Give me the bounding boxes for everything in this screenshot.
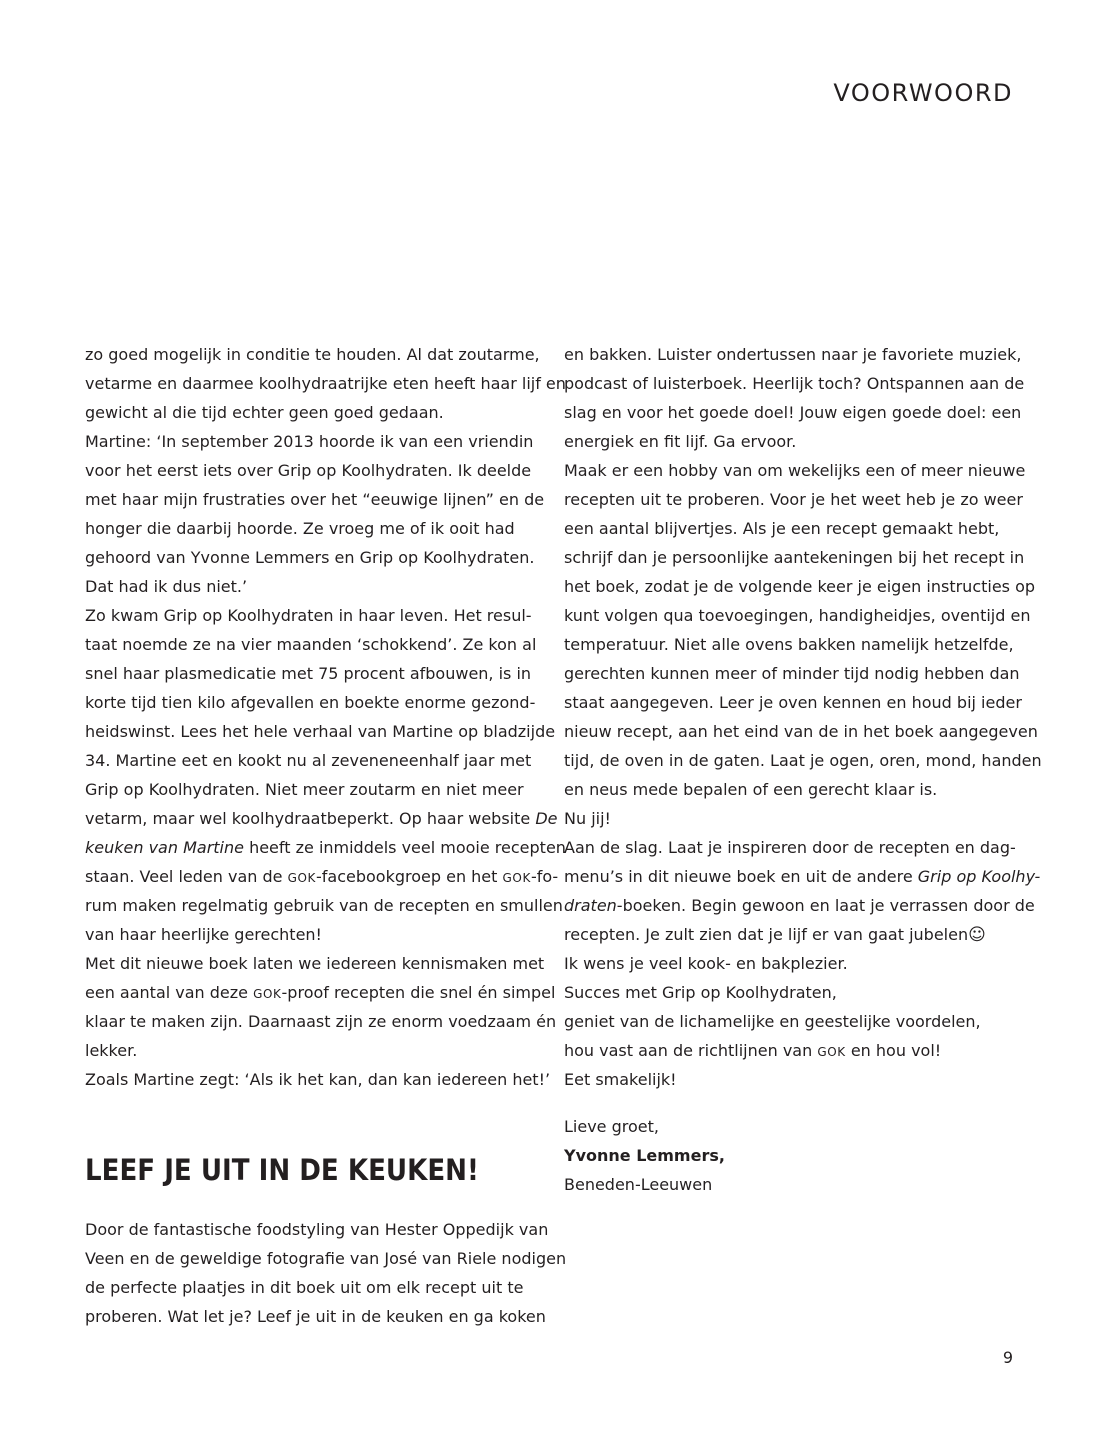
signoff-greeting: Lieve groet, — [564, 1117, 659, 1136]
paragraph-line: Martine: ‘In september 2013 hoorde ik van een vriendin — [85, 432, 534, 451]
paragraph-line: Dat had ik dus niet.’ — [85, 577, 248, 596]
paragraph-line: Zo kwam Grip op Koolhydraten in haar leven. Het resul- — [85, 606, 532, 625]
paragraph-line — [85, 978, 556, 1007]
paragraph-line: de perfecte plaatjes in dit boek uit om elk recept uit te — [85, 1278, 524, 1297]
paragraph-line: kunt volgen qua toevoegingen, handigheidjes, oventijd en — [564, 606, 1031, 625]
paragraph-line: korte tijd tien kilo afgevallen en boekte enorme gezond- — [85, 693, 536, 712]
paragraph-line: en neus mede bepalen of een gerecht klaar is. — [564, 780, 938, 799]
paragraph-line: gehoord van Yvonne Lemmers en Grip op Koolhydraten. — [85, 548, 535, 567]
signoff-place: Beneden-Leeuwen — [564, 1175, 713, 1194]
text-run: -facebookgroep en het — [315, 867, 503, 886]
page-number: 9 — [1002, 1348, 1013, 1367]
website-title-italic: keuken van Martine — [85, 838, 244, 857]
text-run: menu’s in dit nieuwe boek en uit de andere — [564, 867, 918, 886]
paragraph-line: het boek, zodat je de volgende keer je eigen instructies op — [564, 577, 1036, 596]
paragraph-line: lekker. — [85, 1041, 138, 1060]
text-run: -fo- — [530, 867, 559, 886]
paragraph-line: Eet smakelijk! — [564, 1070, 677, 1089]
gok-abbreviation: GOK — [502, 871, 531, 885]
gok-abbreviation: GOK — [287, 871, 316, 885]
gok-abbreviation: GOK — [253, 987, 282, 1001]
paragraph-line: zo goed mogelijk in conditie te houden. Al dat zoutarme, — [85, 345, 540, 364]
paragraph-line: vetarme en daarmee koolhydraatrijke eten heeft haar lijf en — [85, 374, 566, 393]
paragraph-line: gewicht al die tijd echter geen goed gedaan. — [85, 403, 444, 422]
paragraph-line: Aan de slag. Laat je inspireren door de recepten en dag- — [564, 838, 1016, 857]
paragraph-line: Zoals Martine zegt: ‘Als ik het kan, dan kan iedereen het!’ — [85, 1070, 551, 1089]
paragraph-line: proberen. Wat let je? Leef je uit in de keuken en ga koken — [85, 1307, 546, 1326]
paragraph-line: geniet van de lichamelijke en geestelijke voordelen, — [564, 1012, 981, 1031]
paragraph-line: podcast of luisterboek. Heerlijk toch? Ontspannen aan de — [564, 374, 1025, 393]
paragraph-line: Succes met Grip op Koolhydraten, — [564, 983, 837, 1002]
paragraph-line: schrijf dan je persoonlijke aantekeningen bij het recept in — [564, 548, 1025, 567]
paragraph-line — [564, 1036, 1016, 1065]
paragraph-line: snel haar plasmedicatie met 75 procent afbouwen, is in — [85, 664, 532, 683]
section-heading: LEEF JE UIT IN DE KEUKEN! — [85, 1153, 479, 1187]
text-run: recepten. Je zult zien dat je lijf er van gaat jubelen — [564, 925, 969, 944]
text-run: vetarm, maar wel koolhydraatbeperkt. Op haar website — [85, 809, 536, 828]
paragraph-line: gerechten kunnen meer of minder tijd nodig hebben dan — [564, 664, 1020, 683]
paragraph-line: 34. Martine eet en kookt nu al zeveneneenhalf jaar met — [85, 751, 532, 770]
running-head: VOORWOORD — [833, 79, 1013, 107]
paragraph-line: taat noemde ze na vier maanden ‘schokkend’. Ze kon al — [85, 635, 537, 654]
paragraph-line: klaar te maken zijn. Daarnaast zijn ze enorm voedzaam én — [85, 1012, 557, 1031]
paragraph-line — [85, 862, 559, 891]
book-title-italic: draten — [564, 896, 617, 915]
paragraph-line — [85, 804, 558, 833]
paragraph-line: honger die daarbij hoorde. Ze vroeg me of ik ooit had — [85, 519, 515, 538]
paragraph-line: heidswinst. Lees het hele verhaal van Martine op bladzijde — [85, 722, 556, 741]
text-run: -boeken. Begin gewoon en laat je verrassen door de — [616, 896, 1035, 915]
paragraph-line: Grip op Koolhydraten. Niet meer zoutarm en niet meer — [85, 780, 524, 799]
paragraph-line — [564, 891, 1035, 920]
text-run: -proof recepten die snel én simpel — [281, 983, 556, 1002]
paragraph-line — [564, 862, 1041, 891]
right-column — [564, 340, 1042, 1199]
gok-abbreviation: GOK — [817, 1045, 846, 1059]
paragraph-line: tijd, de oven in de gaten. Laat je ogen, oren, mond, handen — [564, 751, 1042, 770]
paragraph-line: Nu jij! — [564, 809, 611, 828]
paragraph-line: recepten uit te proberen. Voor je het weet heb je zo weer — [564, 490, 1023, 509]
text-run: staan. Veel leden van de — [85, 867, 288, 886]
paragraph-line: slag en voor het goede doel! Jouw eigen goede doel: een — [564, 403, 1022, 422]
text-run: een aantal van deze — [85, 983, 254, 1002]
signoff-name: Yvonne Lemmers, — [564, 1146, 725, 1165]
left-column — [85, 340, 567, 1331]
paragraph-line — [564, 920, 1016, 949]
paragraph-line: met haar mijn frustraties over het “eeuwige lijnen” en de — [85, 490, 545, 509]
smiley-icon: ☺ — [968, 925, 986, 945]
paragraph-line: Maak er een hobby van om wekelijks een of meer nieuwe — [564, 461, 1026, 480]
text-run: hou vast aan de richtlijnen van — [564, 1041, 818, 1060]
paragraph-line: Met dit nieuwe boek laten we iedereen kennismaken met — [85, 954, 545, 973]
paragraph-line: van haar heerlijke gerechten! — [85, 925, 322, 944]
paragraph-line: Ik wens je veel kook- en bakplezier. — [564, 954, 848, 973]
paragraph-line: een aantal blijvertjes. Als je een recept gemaakt hebt, — [564, 519, 1000, 538]
paragraph-line: temperatuur. Niet alle ovens bakken namelijk hetzelfde, — [564, 635, 1014, 654]
text-run: heeft ze inmiddels veel mooie recepten — [243, 838, 566, 857]
paragraph-line — [85, 833, 566, 862]
paragraph-line: rum maken regelmatig gebruik van de recepten en smullen — [85, 896, 563, 915]
paragraph-line: Veen en de geweldige fotografie van José van Riele nodigen — [85, 1249, 567, 1268]
book-title-italic: Grip op Koolhy- — [917, 867, 1041, 886]
text-run: en hou vol! — [845, 1041, 942, 1060]
paragraph-line: nieuw recept, aan het eind van de in het boek aangegeven — [564, 722, 1038, 741]
website-title-italic: De — [535, 809, 558, 828]
paragraph-line: Door de fantastische foodstyling van Hester Oppedijk van — [85, 1220, 549, 1239]
paragraph-line: voor het eerst iets over Grip op Koolhydraten. Ik deelde — [85, 461, 532, 480]
paragraph-line: en bakken. Luister ondertussen naar je favoriete muziek, — [564, 345, 1022, 364]
paragraph-line: energiek en fit lijf. Ga ervoor. — [564, 432, 797, 451]
paragraph-line: staat aangegeven. Leer je oven kennen en houd bij ieder — [564, 693, 1022, 712]
